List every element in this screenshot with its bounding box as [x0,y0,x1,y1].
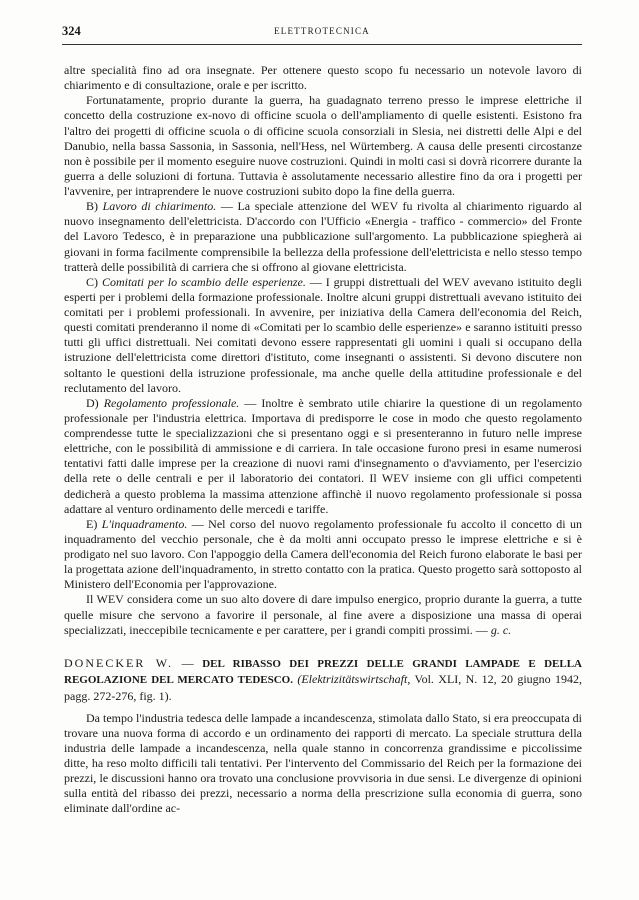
section-d-text: — Inoltre è sembrato utile chiarire la questione di un regolamento professionale per l'industria elettrica. Importava di predisporre le cose in modo che questo regolamento comprendesse tutte le specializzazioni che si presentano oggi e si presenteranno in futuro nelle imprese elettriche, con le possibilità di ammissione e di carriera. In tale occasione furono presi in esame numerosi tentativi fatti dalle imprese per la creazione di nuovi rami d'insegnamento o d'avviamento, per l'esercizio della rete o delle centrali e per il laboratorio dei contatori. Il WEV insieme con gli uffici competenti dedicherà a questo problema la massima attenzione affinchè il nuovo regolamento professionale si possa adattare al venturo ordinamento delle mercedi e tariffe. [64,395,582,516]
section-e [64,517,582,593]
section-b-text: — La speciale attenzione del WEV fu rivolta al chiarimento riguardo al nuovo insegnamento dell'elettricista. D'accordo con l'Ufficio «Energia - traffico - commercio» del Fronte del Lavoro Tedesco, è in preparazione una pubblicazione sull'argomento. La pubblicazione spiegherà ai giovani in forma facilmente comprensibile la bellezza della professione dell'elettricista e nello stesso tempo tratterà delle possibilità di carriera che si offrono al giovane elettricista. [64,199,582,274]
article-heading [64,656,582,705]
article-source-details: Vol. XLI, N. 12, 20 giugno 1942, pagg. 272-276, fig. 1). [64,672,582,703]
header-rule [62,44,582,45]
section-b-heading: Lavoro di chiarimento. [102,199,217,214]
page-number: 324 [62,24,81,38]
paragraph-officine-scuola: Fortunatamente, proprio durante la guerra, ha guadagnato terreno presso le imprese elettriche il concetto della costruzione ex-novo di officine scuola o dell'ampliamento di quelle esistenti. Esistono fra l'altro dei progetti di officine scuola o di officine scuola consorziali in Slesia, nei distretti delle Alpi e del Danubio, nella bassa Sassonia, in Sassonia, nell'Hess, nel Würtemberg. A causa delle presenti circostanze non è possibile per il momento eseguire nuove costruzioni. Quindi in molti casi si dovrà ricorrere durante la guerra a delle soluzioni di fortuna. Tuttavia è assolutamente necessario allestire fino da ora i progetti per l'avvenire, per intraprendere le nuove costruzioni subito dopo la fine della guerra. [64,93,582,198]
section-e-heading: L'inquadramento. [101,516,188,531]
section-e-letter: E) [86,516,98,531]
section-b-letter: B) [86,199,98,214]
article-dash: — [172,655,203,670]
article-source-journal: (Elektrizitätswirtschaft, [297,672,411,687]
section-c-text: — I gruppi distrettuali del WEV avevano istituito degli esperti per i problemi della formazione professionale. Inoltre alcuni gruppi distrettuali avevano istituito dei comitati per i problemi professionali. In avvenire, per iniziativa della Camera dell'economia del Reich, questi comitati prenderanno il nome di «Comitati per lo scambio delle esperienze» e saranno istituiti presso tutti gli uffici distrettuali. Nei comitati devono essere rappresentati gli uomini i quali si occupano della istruzione dell'elettricista come direttori d'istituto, come insegnanti o assistenti. Si devono discutere non soltanto le questioni della istruzione professionale, ma anche quelle della attitudine professionale e del reclutamento del lavoro. [64,274,583,395]
article-author: DONECKER W. [64,655,173,670]
closing-paragraph [64,592,582,637]
section-e-text: — Nel corso del nuovo regolamento professionale fu accolto il concetto di un inquadramento del vecchio personale, che è da molti anni occupato presso le imprese elettriche e si è prodigato nel suo lavoro. Con l'appoggio della Camera dell'economia del Reich furono elaborate le basi per la progettata azione dell'inquadramento, in stretto contatto con la pratica. Questo progetto sarà sottoposto al Ministero dell'Economia per l'approvazione. [64,516,582,592]
text-body [64,63,582,816]
section-c [64,275,582,396]
section-d-letter: D) [86,395,99,410]
closing-text: Il WEV considera come un suo alto dovere di dare impulso energico, proprio durante la guerra, a tutte quelle misure che servono a favorire il personale, al fine avere a disposizione una massa di operai specializzati, ineccepibile tecnicamente e per carattere, per i grandi compiti prossimi. — [64,592,582,637]
running-head: ELETTROTECNICA [274,26,370,36]
section-d [64,396,582,517]
signature: g. c. [490,622,512,637]
article-body: Da tempo l'industria tedesca delle lampade a incandescenza, stimolata dallo Stato, si era preoccupata di trovare una nuova forma di accordo e un ordinamento dei rapporti di mercato. La speciale struttura della industria delle lampade a incandescenza, nella quale stanno in concorrenza grandissime e piccolissime ditte, ha reso molto difficili tali tentativi. Per l'intervento del Commissario del Reich per la formazione dei prezzi, le discussioni hanno ora trovato una conclusione provvisoria in due sensi. Le divergenze di opinioni sulla entità del ribasso dei prezzi, necessario a norma della prescrizione sulla economia di guerra, sono eliminate dall'ordine ac- [64,710,582,816]
paragraph-continuation: altre specialità fino ad ora insegnate. Per ottenere questo scopo fu necessario un notevole lavoro di chiarimento e di consultazione, orale e per iscritto. [64,63,582,93]
section-b [64,199,582,275]
article-title: DEL RIBASSO DEI PREZZI DELLE GRANDI LAMPADE E DELLA REGOLAZIONE DEL MERCATO TEDESCO. [64,657,582,687]
section-c-heading: Comitati per lo scambio delle esperienze. [101,274,306,289]
section-c-letter: C) [86,274,98,289]
section-d-heading: Regolamento professionale. [103,395,240,410]
page-header [62,24,582,40]
